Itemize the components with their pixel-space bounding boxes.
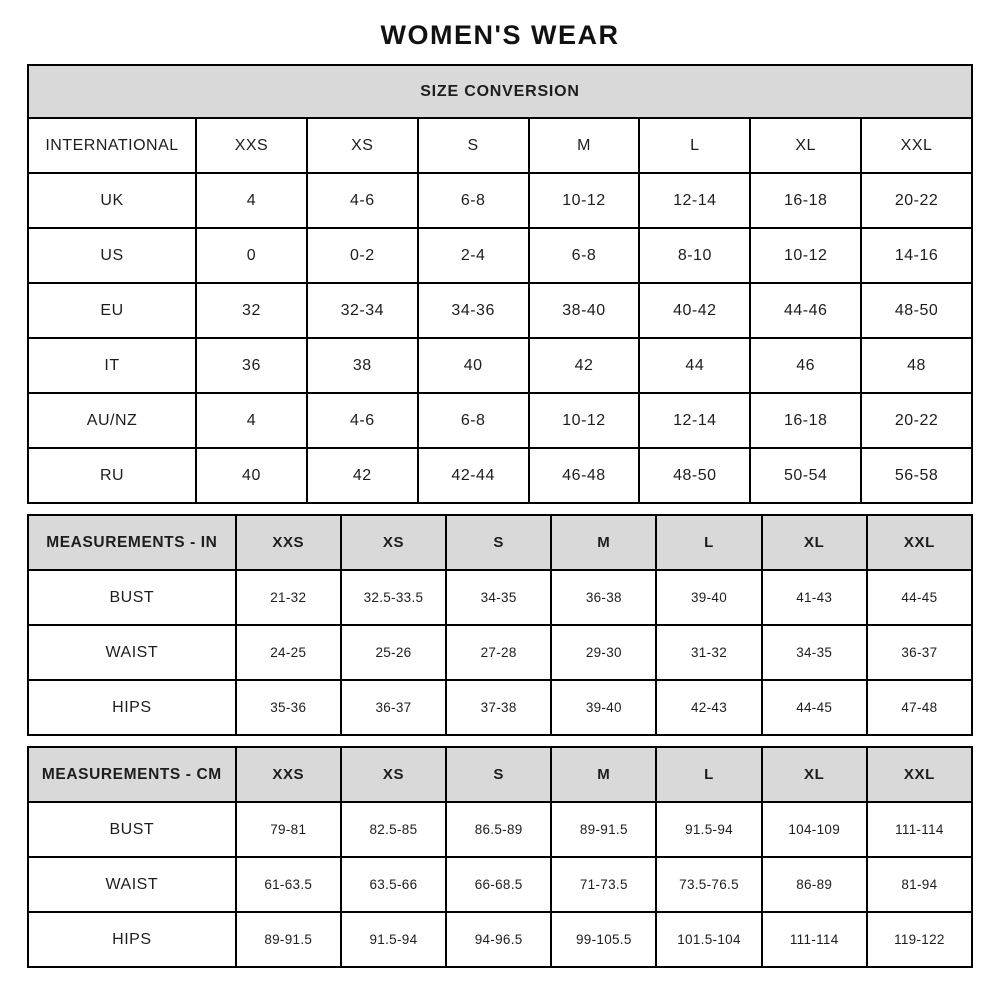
- table-row: [28, 912, 972, 967]
- row-label: AU/NZ: [28, 393, 196, 448]
- table-cell: 29-30: [551, 625, 656, 680]
- table-cell: 12-14: [639, 393, 750, 448]
- table-row: [28, 338, 972, 393]
- table-row: [28, 448, 972, 503]
- row-label: BUST: [28, 570, 236, 625]
- measurements-cm-table: [27, 746, 973, 968]
- measurements-cm-body: [28, 747, 972, 967]
- table-cell: XL: [750, 118, 861, 173]
- table-cell: 36-37: [867, 625, 972, 680]
- table-cell: 36-37: [341, 680, 446, 735]
- table-cell: 16-18: [750, 393, 861, 448]
- table-cell: 42-43: [656, 680, 761, 735]
- table-cell: 6-8: [418, 393, 529, 448]
- row-label: INTERNATIONAL: [28, 118, 196, 173]
- page-title: WOMEN'S WEAR: [380, 20, 620, 50]
- table-cell: 48-50: [639, 448, 750, 503]
- table-cell: 99-105.5: [551, 912, 656, 967]
- table-cell: 44-45: [762, 680, 867, 735]
- table-cell: 10-12: [529, 393, 640, 448]
- table-cell: 104-109: [762, 802, 867, 857]
- table-row: [28, 570, 972, 625]
- table-row: [28, 625, 972, 680]
- table-header-row: [28, 747, 972, 802]
- table-cell: 4-6: [307, 393, 418, 448]
- size-conversion-title: SIZE CONVERSION: [28, 65, 972, 118]
- table-cell: 61-63.5: [236, 857, 341, 912]
- table-title-row: [28, 65, 972, 118]
- table-cell: 36: [196, 338, 307, 393]
- table-cell: 40-42: [639, 283, 750, 338]
- row-label: WAIST: [28, 625, 236, 680]
- measurements-in-table: [27, 514, 973, 736]
- table-cell: 25-26: [341, 625, 446, 680]
- table-cell: 89-91.5: [551, 802, 656, 857]
- table-cell: 14-16: [861, 228, 972, 283]
- table-cell: 41-43: [762, 570, 867, 625]
- table-row: [28, 228, 972, 283]
- size-header-cell: XL: [762, 747, 867, 802]
- table-cell: 46: [750, 338, 861, 393]
- table-cell: 44: [639, 338, 750, 393]
- table-cell: 34-35: [446, 570, 551, 625]
- table-cell: 48: [861, 338, 972, 393]
- size-header-cell: S: [446, 747, 551, 802]
- table-row: [28, 680, 972, 735]
- row-label: HIPS: [28, 680, 236, 735]
- table-cell: 44-45: [867, 570, 972, 625]
- table-cell: 27-28: [446, 625, 551, 680]
- row-label: HIPS: [28, 912, 236, 967]
- size-header-cell: L: [656, 747, 761, 802]
- table-cell: 10-12: [529, 173, 640, 228]
- table-cell: 111-114: [867, 802, 972, 857]
- measurements-in-body: [28, 515, 972, 735]
- table-cell: XXS: [196, 118, 307, 173]
- table-cell: 91.5-94: [656, 802, 761, 857]
- table-cell: 40: [418, 338, 529, 393]
- size-header-cell: XXS: [236, 747, 341, 802]
- table-cell: 12-14: [639, 173, 750, 228]
- table-cell: 86.5-89: [446, 802, 551, 857]
- table-cell: 119-122: [867, 912, 972, 967]
- row-label: IT: [28, 338, 196, 393]
- table-title: MEASUREMENTS - CM: [28, 747, 236, 802]
- table-cell: 34-35: [762, 625, 867, 680]
- table-cell: 31-32: [656, 625, 761, 680]
- table-cell: 42: [529, 338, 640, 393]
- table-cell: 101.5-104: [656, 912, 761, 967]
- table-cell: 6-8: [529, 228, 640, 283]
- table-cell: 46-48: [529, 448, 640, 503]
- table-cell: 71-73.5: [551, 857, 656, 912]
- table-cell: 32-34: [307, 283, 418, 338]
- table-cell: 2-4: [418, 228, 529, 283]
- size-header-cell: XXS: [236, 515, 341, 570]
- table-cell: 48-50: [861, 283, 972, 338]
- table-cell: 34-36: [418, 283, 529, 338]
- table-cell: 82.5-85: [341, 802, 446, 857]
- table-cell: 6-8: [418, 173, 529, 228]
- size-header-cell: M: [551, 515, 656, 570]
- table-row: [28, 283, 972, 338]
- table-row: [28, 173, 972, 228]
- table-cell: 4: [196, 393, 307, 448]
- table-cell: 44-46: [750, 283, 861, 338]
- size-header-cell: XXL: [867, 747, 972, 802]
- table-cell: 20-22: [861, 173, 972, 228]
- table-cell: 38: [307, 338, 418, 393]
- table-cell: L: [639, 118, 750, 173]
- row-label: WAIST: [28, 857, 236, 912]
- table-cell: 111-114: [762, 912, 867, 967]
- table-cell: 39-40: [551, 680, 656, 735]
- table-cell: 4: [196, 173, 307, 228]
- table-cell: 42: [307, 448, 418, 503]
- table-cell: S: [418, 118, 529, 173]
- table-cell: XXL: [861, 118, 972, 173]
- row-label: EU: [28, 283, 196, 338]
- table-cell: 4-6: [307, 173, 418, 228]
- table-cell: 37-38: [446, 680, 551, 735]
- table-row: [28, 118, 972, 173]
- size-header-cell: M: [551, 747, 656, 802]
- table-cell: 73.5-76.5: [656, 857, 761, 912]
- table-cell: 79-81: [236, 802, 341, 857]
- table-cell: 89-91.5: [236, 912, 341, 967]
- size-conversion-table: [27, 64, 973, 504]
- row-label: UK: [28, 173, 196, 228]
- table-cell: 86-89: [762, 857, 867, 912]
- table-cell: XS: [307, 118, 418, 173]
- table-cell: 81-94: [867, 857, 972, 912]
- table-cell: 32.5-33.5: [341, 570, 446, 625]
- table-cell: 8-10: [639, 228, 750, 283]
- table-cell: 94-96.5: [446, 912, 551, 967]
- table-cell: 66-68.5: [446, 857, 551, 912]
- table-cell: M: [529, 118, 640, 173]
- table-cell: 63.5-66: [341, 857, 446, 912]
- row-label: US: [28, 228, 196, 283]
- size-header-cell: XL: [762, 515, 867, 570]
- table-cell: 21-32: [236, 570, 341, 625]
- table-cell: 16-18: [750, 173, 861, 228]
- table-cell: 50-54: [750, 448, 861, 503]
- table-row: [28, 857, 972, 912]
- table-cell: 10-12: [750, 228, 861, 283]
- size-header-cell: L: [656, 515, 761, 570]
- table-cell: 39-40: [656, 570, 761, 625]
- table-cell: 0-2: [307, 228, 418, 283]
- size-header-cell: XS: [341, 515, 446, 570]
- table-cell: 91.5-94: [341, 912, 446, 967]
- size-conversion-body: [28, 118, 972, 503]
- table-cell: 47-48: [867, 680, 972, 735]
- table-cell: 24-25: [236, 625, 341, 680]
- row-label: BUST: [28, 802, 236, 857]
- size-header-cell: XXL: [867, 515, 972, 570]
- table-cell: 38-40: [529, 283, 640, 338]
- size-header-cell: S: [446, 515, 551, 570]
- table-cell: 32: [196, 283, 307, 338]
- table-cell: 56-58: [861, 448, 972, 503]
- table-cell: 0: [196, 228, 307, 283]
- table-header-row: [28, 515, 972, 570]
- table-cell: 42-44: [418, 448, 529, 503]
- table-cell: 35-36: [236, 680, 341, 735]
- table-row: [28, 393, 972, 448]
- row-label: RU: [28, 448, 196, 503]
- table-cell: 20-22: [861, 393, 972, 448]
- table-row: [28, 802, 972, 857]
- table-title: MEASUREMENTS - IN: [28, 515, 236, 570]
- size-header-cell: XS: [341, 747, 446, 802]
- table-cell: 40: [196, 448, 307, 503]
- table-cell: 36-38: [551, 570, 656, 625]
